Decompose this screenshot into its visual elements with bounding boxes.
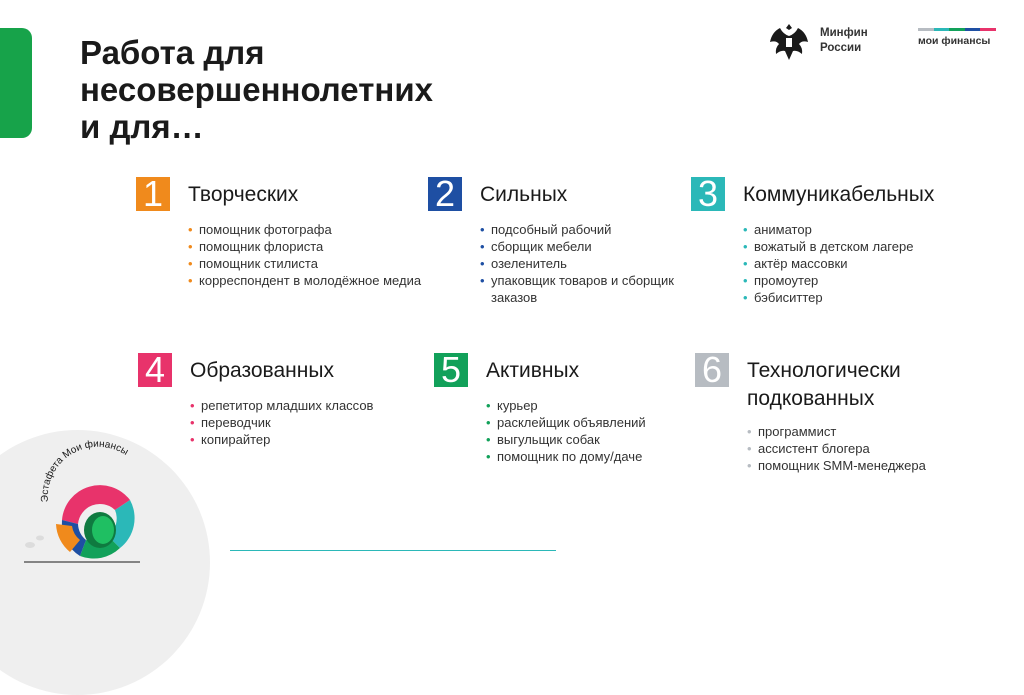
bullet-icon: • — [480, 239, 485, 254]
category-title: Творческих — [188, 183, 299, 206]
job-list-item — [486, 397, 726, 414]
category-number: 3 — [691, 177, 725, 211]
bullet-icon: • — [480, 222, 485, 237]
bullet-icon: • — [486, 415, 491, 430]
category-title: Технологически подкованных — [747, 359, 901, 410]
job-list-item — [743, 272, 983, 289]
bullet-icon: • — [190, 415, 195, 430]
bullet-icon: • — [188, 239, 193, 254]
job-list-item — [188, 221, 428, 238]
job-list-item — [747, 440, 987, 457]
job-list-item — [480, 221, 720, 238]
job-title: ассистент блогера — [758, 441, 870, 456]
category-job-list — [190, 397, 430, 448]
job-list-item — [486, 414, 726, 431]
category-number: 4 — [138, 353, 172, 387]
job-title: бэбиситтер — [754, 290, 823, 305]
job-title: промоутер — [754, 273, 819, 288]
moi-finansy-logo[interactable] — [918, 28, 998, 52]
category-title: Активных — [486, 359, 580, 382]
page-title: Работа для несовершеннолетних и для… — [80, 34, 433, 145]
job-title: программист — [758, 424, 837, 439]
category-title: Сильных — [480, 183, 568, 206]
bullet-icon: • — [188, 273, 193, 288]
job-list-item — [480, 255, 720, 272]
bullet-icon: • — [190, 398, 195, 413]
bullet-icon: • — [188, 222, 193, 237]
bullet-icon: • — [743, 239, 748, 254]
job-title: актёр массовки — [754, 256, 848, 271]
minfin-logo-text: Минфин России — [820, 27, 868, 54]
job-title: сборщик мебели — [491, 239, 592, 254]
job-list-item — [480, 272, 720, 306]
job-title: озеленитель — [491, 256, 567, 271]
bullet-icon: • — [747, 424, 752, 439]
green-accent-bar — [0, 28, 32, 138]
job-list-item — [743, 255, 983, 272]
job-list-item — [190, 431, 430, 448]
job-title: помощник SMM-менеджера — [758, 458, 926, 473]
bullet-icon: • — [747, 458, 752, 473]
eagle-emblem-icon — [766, 18, 812, 64]
job-list-item — [190, 397, 430, 414]
job-list-item — [190, 414, 430, 431]
bullet-icon: • — [743, 256, 748, 271]
job-title: репетитор младших классов — [201, 398, 374, 413]
job-title: помощник флориста — [199, 239, 324, 254]
job-list-item — [747, 423, 987, 440]
moi-finansy-stripes — [918, 28, 996, 31]
category-title: Образованных — [190, 359, 334, 382]
job-title: расклейщик объявлений — [497, 415, 646, 430]
job-list-item — [747, 457, 987, 474]
bullet-icon: • — [480, 256, 485, 271]
job-title: курьер — [497, 398, 538, 413]
category-job-list — [747, 423, 987, 474]
bullet-icon: • — [486, 449, 491, 464]
job-title: помощник фотографа — [199, 222, 332, 237]
bullet-icon: • — [747, 441, 752, 456]
job-list-item — [743, 221, 983, 238]
moi-finansy-logo-text: мои финансы — [918, 35, 991, 47]
job-title: подсобный рабочий — [491, 222, 612, 237]
job-list-item — [743, 289, 983, 306]
bullet-icon: • — [486, 398, 491, 413]
bullet-icon: • — [743, 290, 748, 305]
category-number: 1 — [136, 177, 170, 211]
job-list-item — [743, 238, 983, 255]
job-title: корреспондент в молодёжное медиа — [199, 273, 422, 288]
job-title: выгульщик собак — [497, 432, 600, 447]
job-title: копирайтер — [201, 432, 271, 447]
job-list-item — [188, 238, 428, 255]
bullet-icon: • — [743, 273, 748, 288]
category-title: Коммуникабельных — [743, 183, 935, 206]
job-title: аниматор — [754, 222, 812, 237]
job-list-item — [486, 448, 726, 465]
relay-coin-icon — [20, 440, 170, 570]
relay-logo — [20, 440, 170, 570]
bullet-icon: • — [480, 273, 485, 288]
category-job-list — [486, 397, 726, 465]
category-job-list — [188, 221, 428, 289]
relay-logo-text: Эстафета Мои финансы — [39, 440, 131, 503]
job-list-item — [486, 431, 726, 448]
job-title: вожатый в детском лагере — [754, 239, 914, 254]
category-number: 6 — [695, 353, 729, 387]
minfin-logo[interactable] — [766, 18, 876, 64]
job-list-item — [480, 238, 720, 255]
job-title: переводчик — [201, 415, 271, 430]
bullet-icon: • — [188, 256, 193, 271]
job-list-item — [188, 272, 428, 289]
job-title: помощник стилиста — [199, 256, 318, 271]
category-job-list — [743, 221, 983, 306]
bullet-icon: • — [190, 432, 195, 447]
category-number: 5 — [434, 353, 468, 387]
job-title: помощник по дому/даче — [497, 449, 643, 464]
bottom-divider — [230, 550, 556, 551]
job-title: упаковщик товаров и сборщик заказов — [491, 273, 674, 305]
category-number: 2 — [428, 177, 462, 211]
category-job-list — [480, 221, 720, 306]
bullet-icon: • — [486, 432, 491, 447]
job-list-item — [188, 255, 428, 272]
bullet-icon: • — [743, 222, 748, 237]
